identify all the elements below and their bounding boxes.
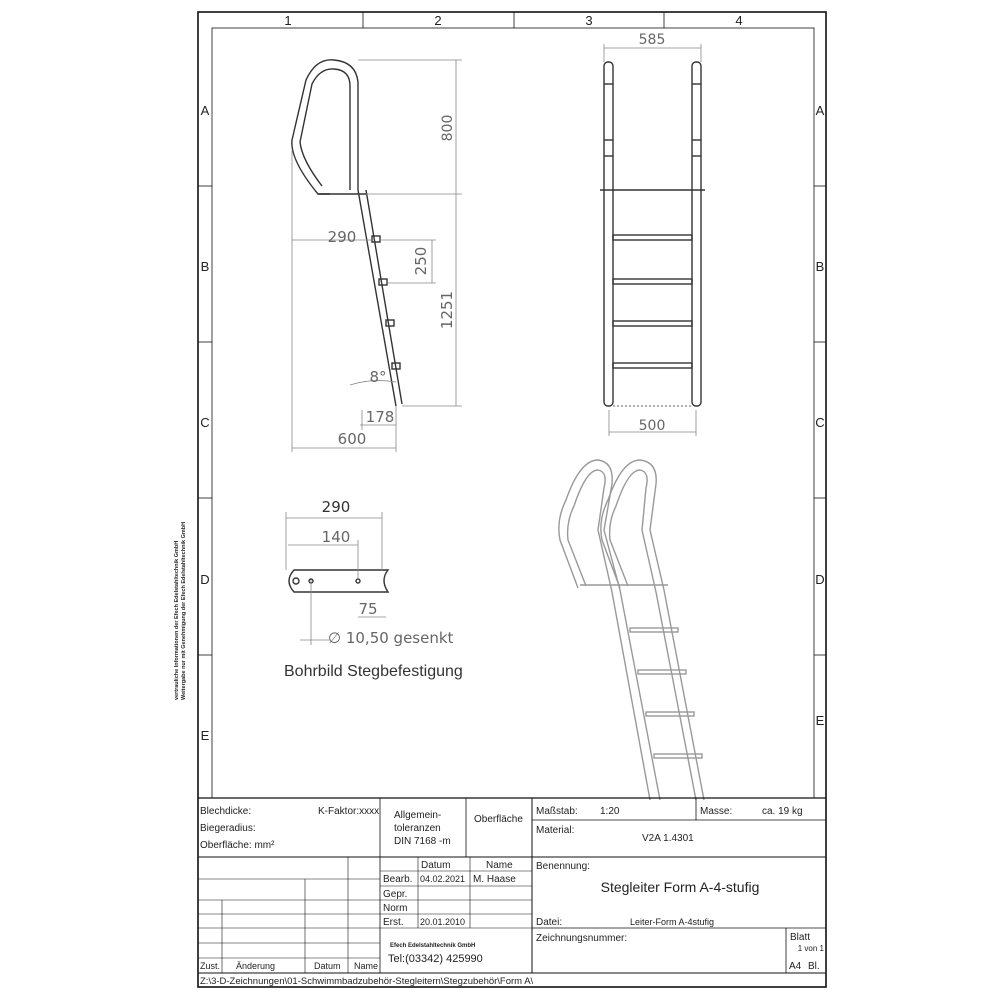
tb-col-name: Name <box>486 860 513 871</box>
tb-erst: Erst. <box>383 917 404 928</box>
tb-erst-datum: 20.01.2010 <box>420 917 466 927</box>
front-stringer-left <box>604 62 613 406</box>
tb-oberflaeche-area: Oberfläche: mm² <box>200 840 275 851</box>
tb-benennung: Stegleiter Form A-4-stufig <box>600 879 760 895</box>
row-label-b-right: B <box>815 259 825 274</box>
column-label-3: 3 <box>585 13 593 28</box>
tb-gepr: Gepr. <box>383 889 408 900</box>
dim-label-1251: 1251 <box>438 290 456 330</box>
tb-benennung-label: Benennung: <box>536 861 590 872</box>
drill-plate <box>289 570 388 592</box>
row-label-a-left: A <box>200 103 210 118</box>
front-step-2 <box>613 279 692 284</box>
row-label-c-left: C <box>200 415 210 430</box>
dim-label-800: 800 <box>440 114 456 142</box>
dim-label-drill-290: 290 <box>321 498 351 516</box>
tb-file-path: Z:\3-D-Zeichnungen\01-Schwimmbadzubehör-Stegleitern\Stegzubehör\Form A\ <box>200 976 534 987</box>
side-step-2 <box>379 279 387 285</box>
drill-pattern-view <box>284 498 463 680</box>
side-handrail-inner <box>300 69 350 190</box>
confidentiality-line-2: Weitergabe nur mit Genehmigung der Efech Edelstahltechnik GmbH <box>181 521 187 700</box>
tb-name: Name <box>354 961 379 971</box>
row-label-c-right: C <box>815 415 825 430</box>
dim-label-250: 250 <box>412 246 430 276</box>
row-label-d-left: D <box>200 572 210 587</box>
iso-stringer-left <box>559 460 660 800</box>
confidentiality-line-1: vertrauliche Informationen der Efech Edelstahltechnik GmbH <box>174 540 180 700</box>
tb-blatt: Blatt <box>790 932 811 943</box>
dim-label-585: 585 <box>638 32 666 48</box>
iso-step-2 <box>638 670 686 674</box>
drill-hole-left <box>293 578 299 584</box>
dim-label-290: 290 <box>327 228 357 246</box>
iso-step-3 <box>646 712 694 716</box>
tb-material-label: Material: <box>536 825 575 836</box>
confidentiality-note <box>174 522 187 700</box>
tb-bearb: Bearb. <box>383 874 413 885</box>
tb-material: V2A 1.4301 <box>642 833 694 844</box>
tb-tolerance-1: Allgemein- <box>394 810 442 821</box>
column-label-1: 1 <box>284 13 292 28</box>
tb-aenderung: Änderung <box>236 961 276 971</box>
tb-bearb-datum: 04.02.2021 <box>420 874 466 884</box>
tb-oberflaeche: Oberfläche <box>474 814 523 825</box>
column-label-4: 4 <box>735 13 743 28</box>
side-view <box>292 60 462 452</box>
title-block <box>198 798 826 987</box>
iso-step-4 <box>654 754 702 758</box>
dim-label-drill-75: 75 <box>358 600 378 618</box>
iso-stringer-right <box>601 460 704 800</box>
tb-tel: Tel:(03342) 425990 <box>388 953 483 965</box>
side-handrail-lower-inner <box>300 142 322 186</box>
tb-massstab: 1:20 <box>600 806 620 817</box>
tb-datei: Leiter-Form A-4stufig <box>630 917 715 927</box>
tb-datum: Datum <box>314 961 341 971</box>
front-stringer-right <box>692 62 701 406</box>
tb-norm: Norm <box>383 903 408 914</box>
tb-kfaktor: K-Faktor:xxxx <box>318 806 380 817</box>
isometric-view <box>559 460 704 800</box>
row-label-d-right: D <box>815 572 825 587</box>
dim-label-600: 600 <box>337 430 367 448</box>
dim-label-drill-hole: ∅ 10,50 gesenkt <box>328 629 454 647</box>
tb-bl: Bl. <box>808 961 820 972</box>
tb-col-datum: Datum <box>421 860 451 871</box>
tb-datei-label: Datei: <box>536 917 563 928</box>
front-step-3 <box>613 321 692 326</box>
tb-massstab-label: Maßstab: <box>536 806 578 817</box>
tb-zust: Zust. <box>200 961 221 971</box>
row-label-b-left: B <box>200 259 210 274</box>
dim-label-drill-140: 140 <box>321 528 351 546</box>
tb-tolerance-2: toleranzen <box>394 823 441 834</box>
tb-bearb-name: M. Haase <box>473 874 516 885</box>
row-label-e-right: E <box>815 713 825 728</box>
tb-zeichnungsnummer: Zeichnungsnummer: <box>536 933 628 944</box>
front-step-4 <box>613 363 692 368</box>
side-step-3 <box>386 320 394 326</box>
tb-masse: ca. 19 kg <box>762 806 803 817</box>
front-step-1 <box>613 235 692 240</box>
inner-frame <box>212 28 814 798</box>
dim-label-178: 178 <box>365 408 395 426</box>
front-view <box>600 32 705 436</box>
tb-format: A4 <box>789 961 802 972</box>
row-label-e-left: E <box>200 728 210 743</box>
tb-company: Efech Edelstahltechnik GmbH <box>390 943 476 949</box>
tb-tolerance-3: DIN 7168 -m <box>394 836 451 847</box>
side-handrail-lower <box>292 140 330 194</box>
tb-biegeradius: Biegeradius: <box>200 823 256 834</box>
tb-blechdicke: Blechdicke: <box>200 806 252 817</box>
iso-step-1 <box>630 628 678 632</box>
dim-label-angle: 8° <box>369 368 387 386</box>
column-label-2: 2 <box>434 13 442 28</box>
tb-masse-label: Masse: <box>700 806 733 817</box>
row-label-a-right: A <box>815 103 825 118</box>
drill-pattern-caption: Bohrbild Stegbefestigung <box>284 663 463 680</box>
tb-blatt-von: 1 von 1 <box>797 944 824 953</box>
dim-label-500: 500 <box>638 418 666 434</box>
